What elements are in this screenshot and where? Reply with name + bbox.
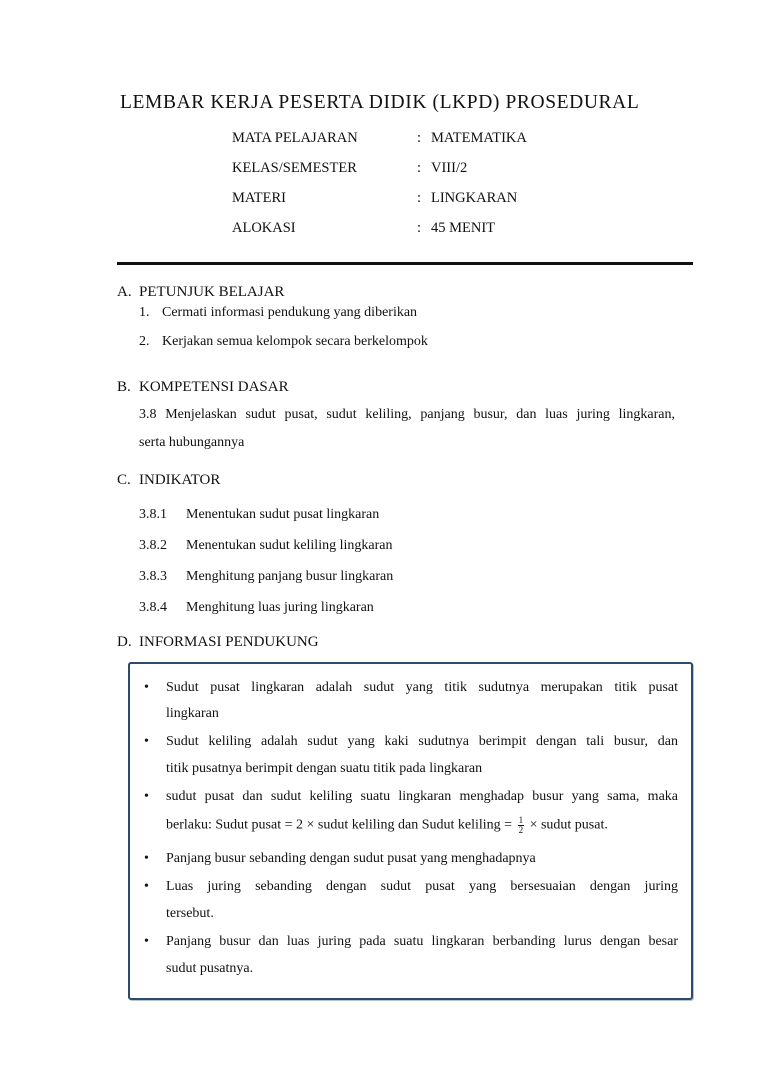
section-title: INDIKATOR (139, 472, 221, 488)
section-letter: A. (117, 284, 132, 300)
meta-label: MATA PELAJARAN (232, 130, 358, 146)
header-divider (117, 262, 693, 265)
instruction-item (139, 334, 428, 350)
meta-label: MATERI (232, 190, 286, 206)
indicator-item (139, 538, 392, 554)
bullet-dot: • (144, 879, 149, 894)
indicator-text: Menghitung panjang busur lingkaran (186, 569, 394, 584)
item-number: 2. (139, 334, 150, 349)
section-title: KOMPETENSI DASAR (139, 379, 289, 395)
bullet-dot: • (144, 680, 149, 695)
section-b-heading (117, 379, 289, 396)
fraction-denominator: 2 (518, 825, 524, 835)
item-text: Kerjakan semua kelompok secara berkelompok (162, 334, 428, 349)
item-number: 1. (139, 305, 150, 320)
meta-separator: : (417, 190, 422, 206)
indicator-text: Menentukan sudut keliling lingkaran (186, 538, 393, 553)
section-title: INFORMASI PENDUKUNG (139, 634, 319, 650)
section-letter: C. (117, 472, 131, 488)
indicator-item (139, 507, 379, 523)
meta-label: ALOKASI (232, 220, 296, 236)
competency-text: serta hubungannya (139, 435, 245, 450)
meta-separator: : (417, 130, 422, 146)
meta-value: MATEMATIKA (431, 130, 527, 146)
bullet-dot: • (144, 789, 149, 804)
meta-value: LINGKARAN (431, 190, 518, 206)
indicator-code: 3.8.4 (139, 600, 167, 615)
bullet-text: sudut pusat dan sudut keliling suatu lingkaran menghadap busur yang sama, maka (166, 789, 678, 804)
item-text: Cermati informasi pendukung yang diberikan (162, 305, 418, 320)
bullet-text: tersebut. (166, 906, 214, 921)
bullet-text: lingkaran (166, 706, 219, 721)
bullet-text: Sudut keliling adalah sudut yang kaki sudutnya berimpit dengan tali busur, dan (166, 734, 678, 749)
meta-separator: : (417, 220, 422, 236)
indicator-code: 3.8.1 (139, 507, 167, 522)
indicator-code: 3.8.3 (139, 569, 167, 584)
bullet-text: Sudut pusat lingkaran adalah sudut yang titik sudutnya merupakan titik pusat (166, 680, 678, 695)
meta-value: VIII/2 (431, 160, 468, 176)
bullet-text: Luas juring sebanding dengan sudut pusat yang bersesuaian dengan juring (166, 879, 678, 894)
competency-text: 3.8 Menjelaskan sudut pusat, sudut keliling, panjang busur, dan luas juring lingkaran, (139, 407, 675, 422)
bullet-text: sudut pusatnya. (166, 961, 254, 976)
fraction-one-half (518, 816, 525, 835)
section-letter: B. (117, 379, 131, 395)
indicator-code: 3.8.2 (139, 538, 167, 553)
instruction-item (139, 305, 417, 321)
indicator-item (139, 600, 374, 616)
info-box (128, 662, 693, 1000)
meta-separator: : (417, 160, 422, 176)
meta-label: KELAS/SEMESTER (232, 160, 357, 176)
bullet-text: Panjang busur dan luas juring pada suatu lingkaran berbanding lurus dengan besar (166, 934, 678, 949)
section-d-heading (117, 634, 319, 651)
bullet-text: Panjang busur sebanding dengan sudut pusat yang menghadapnya (166, 851, 536, 866)
formula-text: berlaku: Sudut pusat = 2 × sudut keliling dan Sudut keliling = (166, 817, 513, 833)
bullet-dot: • (144, 734, 149, 749)
page-title: LEMBAR KERJA PESERTA DIDIK (LKPD) PROSEDURAL (120, 92, 640, 113)
bullet-text: titik pusatnya berimpit dengan suatu titik pada lingkaran (166, 761, 483, 776)
section-a-heading (117, 284, 284, 301)
indicator-text: Menghitung luas juring lingkaran (186, 600, 374, 615)
meta-value: 45 MENIT (431, 220, 496, 236)
section-title: PETUNJUK BELAJAR (139, 284, 285, 300)
indicator-item (139, 569, 393, 585)
formula-line (166, 816, 608, 835)
section-c-heading (117, 472, 220, 489)
fraction-numerator: 1 (518, 815, 524, 825)
indicator-text: Menentukan sudut pusat lingkaran (186, 507, 380, 522)
bullet-dot: • (144, 851, 149, 866)
formula-text: × sudut pusat. (529, 817, 608, 833)
section-letter: D. (117, 634, 132, 650)
bullet-dot: • (144, 934, 149, 949)
